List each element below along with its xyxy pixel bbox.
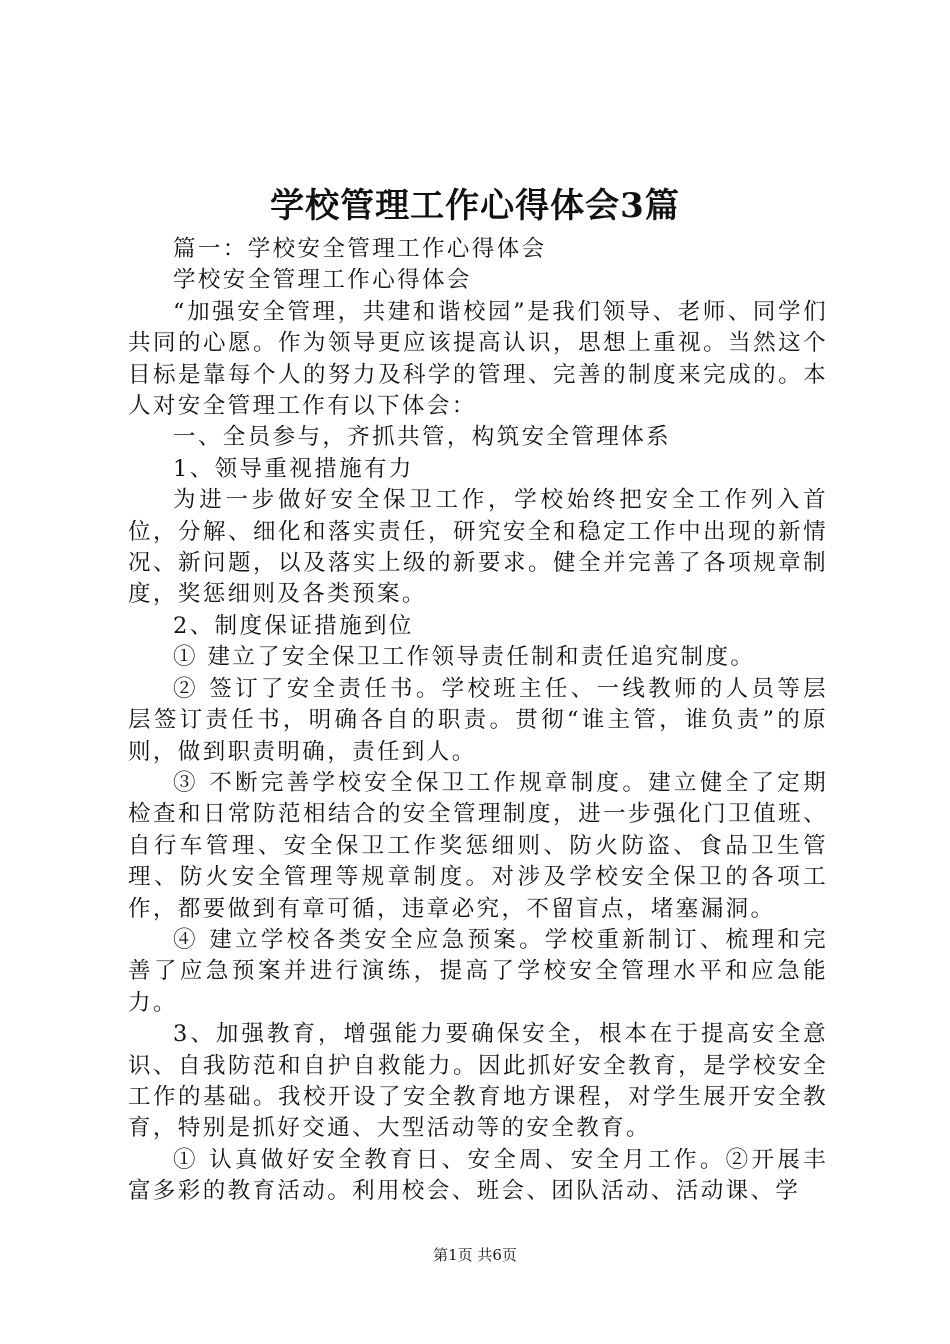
paragraph: 3、加强教育，增强能力要确保安全，根本在于提高安全意识、自我防范和自护自救能力。因此抓好安全教育，是学校安全工作的基础。我校开设了安全教育地方课程，对学生展开安全教育，特别是抓好交通、大型活动等的安全教育。 (128, 1021, 828, 1142)
paragraph: ③ 不断完善学校安全保卫工作规章制度。建立健全了定期检查和日常防范相结合的安全管理制度，进一步强化门卫值班、自行车管理、安全保卫工作奖惩细则、防火防盗、食品卫生管理、防火安全管理等规章制度。对涉及学校安全保卫的各项工作，都要做到有章可循，违章必究，不留盲点，堵塞漏洞。 (128, 769, 828, 922)
page-footer: 第1页 共6页 (433, 1246, 517, 1264)
paragraph: “加强安全管理，共建和谐校园”是我们领导、老师、同学们共同的心愿。作为领导更应该提高认识，思想上重视。当然这个目标是靠每个人的努力及科学的管理、完善的制度来完成的。本人对安全管理工作有以下体会： (128, 298, 828, 420)
paragraph: ① 建立了安全保卫工作领导责任制和责任追究制度。 (173, 644, 756, 671)
paragraph: 1、领导重视措施有力 (173, 455, 414, 482)
paragraph: 一、全员参与，齐抓共管，构筑安全管理体系 (173, 424, 672, 451)
document-title: 学校管理工作心得体会3篇 (270, 186, 680, 226)
paragraph: ② 签订了安全责任书。学校班主任、一线教师的人员等层层签订责任书，明确各自的职责。贯彻“谁主管，谁负责”的原则，做到职责明确，责任到人。 (128, 675, 828, 765)
paragraph: 篇一：学校安全管理工作心得体会 (173, 236, 547, 262)
paragraph: 学校安全管理工作心得体会 (173, 267, 472, 294)
paragraph: ① 认真做好安全教育日、安全周、安全月工作。②开展丰富多彩的教育活动。利用校会、班会、团队活动、活动课、学 (128, 1146, 828, 1205)
paragraph: ④ 建立学校各类安全应急预案。学校重新制订、梳理和完善了应急预案并进行演练，提高了学校安全管理水平和应急能力。 (128, 926, 828, 1016)
document-body (128, 234, 828, 1208)
paragraph: 为进一步做好安全保卫工作，学校始终把安全工作列入首位，分解、细化和落实责任，研究安全和稳定工作中出现的新情况、新问题，以及落实上级的新要求。健全并完善了各项规章制度，奖惩细则及各类预案。 (128, 487, 828, 608)
paragraph: 2、制度保证措施到位 (173, 612, 414, 639)
